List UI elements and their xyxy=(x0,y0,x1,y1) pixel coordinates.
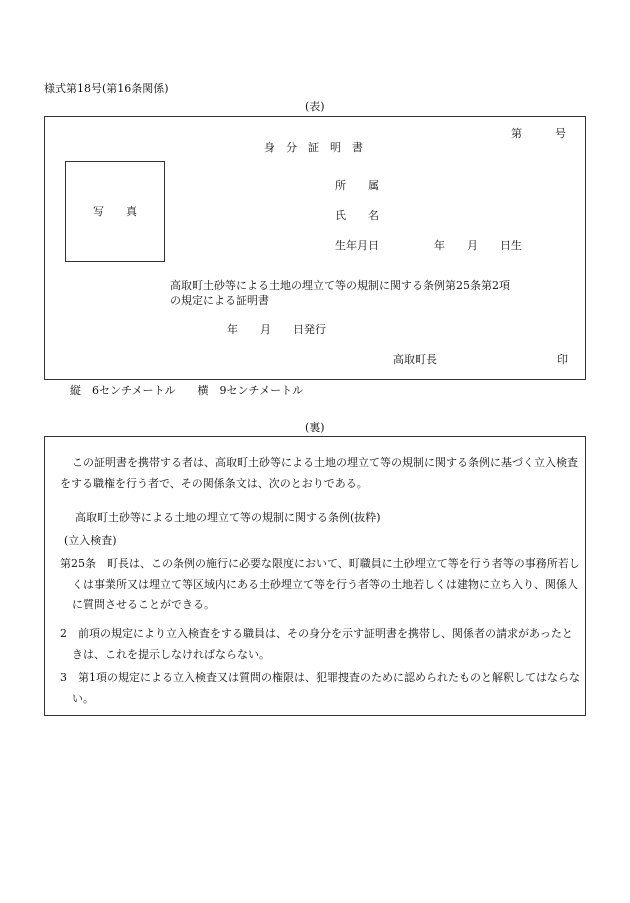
issuer-name: 高取町長 xyxy=(393,353,437,366)
back-intro: この証明書を携帯する者は、高取町土砂等による土地の埋立て等の規制に関する条例に基づく立入検査をする職権を行う者で、その関係条文は、次のとおりである。 xyxy=(60,456,578,490)
birthdate-label: 生年月日 年 月 日生 xyxy=(335,239,522,252)
affiliation-label: 所 属 xyxy=(335,179,379,192)
front-section-label: (表) xyxy=(305,100,325,113)
name-label: 氏 名 xyxy=(335,209,379,222)
photo-frame xyxy=(65,161,165,262)
front-card xyxy=(44,116,586,380)
statement-line-1: 高取町土砂等による土地の埋立て等の規制に関する条例第25条第2項 xyxy=(170,279,510,292)
number-label: 第 号 xyxy=(511,127,566,140)
seal-mark: 印 xyxy=(557,353,568,366)
clause-2: 2 前項の規定により立入検査をする職員は、その身分を示す証明書を携帯し、関係者の請求があったときは、これを提示しなければならない。 xyxy=(60,627,573,661)
excerpt-title: 高取町土砂等による土地の埋立て等の規制に関する条例(抜粋) xyxy=(75,511,381,524)
clause-3: 3 第1項の規定による立入検査又は質問の権限は、犯罪捜査のために認められたものと解釈してはならない。 xyxy=(60,671,580,705)
issue-date: 年 月 日発行 xyxy=(227,323,326,336)
form-label: 様式第18号(第16条関係) xyxy=(44,82,169,95)
document-title: 身 分 証 明 書 xyxy=(264,141,363,154)
statement-line-2: の規定による証明書 xyxy=(170,294,269,307)
size-note: 縦 6センチメートル 横 9センチメートル xyxy=(70,384,304,397)
back-section-label: (裏) xyxy=(305,421,325,434)
photo-label: 写 真 xyxy=(93,205,137,218)
article-caption: (立入検査) xyxy=(64,534,117,547)
article-25: 第25条 町長は、この条例の施行に必要な限度において、町職員に土砂埋立て等を行う者等の事務所若しくは事業所又は埋立て等区域内にある土砂埋立て等を行う者等の土地若しくは建物に立ち入り、関係人に質問させることができる。 xyxy=(60,557,580,611)
